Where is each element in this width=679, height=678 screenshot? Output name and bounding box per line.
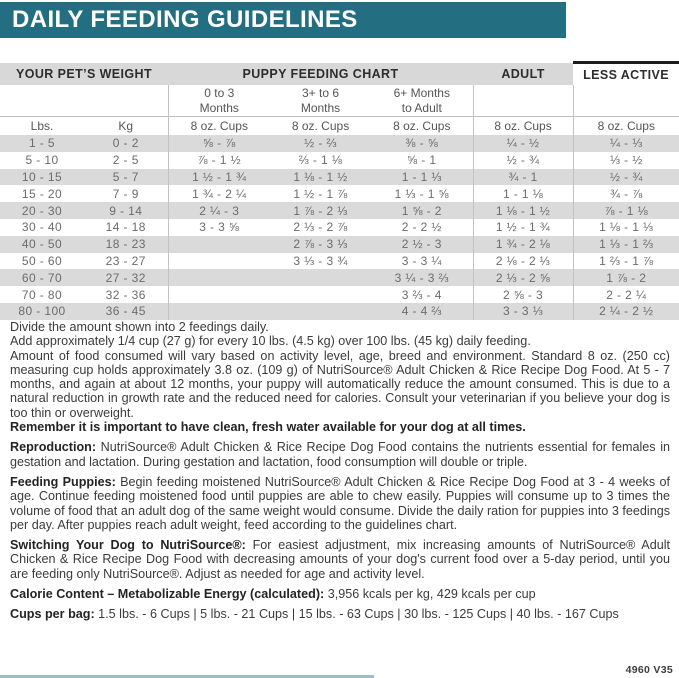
intro-body: Amount of food consumed will vary based on activity level, age, breed and environment. Standard 8 oz. (250 cc) measuring cup holds approximately 3.8 oz. (109 g) of NutriSource® Adult Chicken & Rice Recipe Dog Food. At 5 - 7 months, and again at about 12 months, your puppy will automatically reduce the amount consumed. This is due to a natural reduction in growth rate and the reduced need for calories. Consult your veterinarian if you believe your dog is too thin or overweight. bbox=[10, 348, 670, 420]
title-banner bbox=[0, 2, 566, 38]
column-header-weight: YOUR PET’S WEIGHT bbox=[0, 63, 168, 86]
column-header-puppy-chart: PUPPY FEEDING CHART bbox=[168, 63, 473, 86]
feeding-value-cell: 3 - 3 ¼ bbox=[401, 253, 442, 268]
feeding-value-cell: ½ - ¾ bbox=[573, 169, 679, 186]
table-row bbox=[0, 219, 679, 236]
feeding-value-cell: 1 ½ - 1 ¾ bbox=[168, 169, 270, 186]
feeding-value-cell: 2 ¼ - 2 ½ bbox=[573, 303, 679, 320]
feeding-value-cell: ¼ - ½ bbox=[473, 135, 573, 152]
feeding-value-cell bbox=[270, 286, 371, 303]
cups-per-bag-values: 1.5 lbs. - 6 Cups | 5 lbs. - 21 Cups | 15 lbs. - 63 Cups | 30 lbs. - 125 Cups | 40 lbs. - 167 Cups bbox=[94, 607, 619, 622]
feeding-value-cell bbox=[270, 303, 371, 320]
weight-kg-cell: 23 - 27 bbox=[105, 253, 146, 268]
feeding-value-cell: ⅝ - ⅞ bbox=[168, 135, 270, 152]
feeding-value-cell: 1 ½ - 1 ⅞ bbox=[293, 186, 348, 201]
feeding-value-cell bbox=[168, 303, 270, 320]
feeding-puppies-text: Begin feeding moistened NutriSource® Adult Chicken & Rice Recipe Dog Food at 3 - 4 weeks of age. Continue feeding moistened food until puppies are able to chew easily. Puppies will consume up to 3 times the volume of food that an adult dog of the same weight would consume. Divide the daily ration for puppies into 3 feedings per day. After puppies reach adult weight, feed according to the guidelines chart. bbox=[10, 474, 670, 532]
feeding-value-cell bbox=[168, 286, 270, 303]
feeding-value-cell: 3 ¼ - 3 ⅔ bbox=[394, 270, 449, 285]
weight-lbs-cell: 1 - 5 bbox=[28, 136, 55, 151]
table-row bbox=[0, 286, 679, 303]
weight-kg-cell: 2 - 5 bbox=[112, 153, 139, 168]
feeding-value-cell: 2 - 2 ¼ bbox=[573, 286, 679, 303]
feeding-value-cell: 1 ⅛ - 1 ⅓ bbox=[573, 219, 679, 236]
weight-kg-cell: 0 - 2 bbox=[112, 136, 139, 151]
feeding-value-cell: 2 ½ - 3 bbox=[401, 237, 442, 252]
feeding-value-cell bbox=[168, 236, 270, 253]
unit-cups: 8 oz. Cups bbox=[270, 117, 371, 136]
weight-lbs-cell: 80 - 100 bbox=[18, 304, 66, 319]
empty-cell bbox=[0, 85, 168, 117]
feeding-puppies-label: Feeding Puppies: bbox=[10, 474, 116, 489]
intro-paragraph bbox=[10, 320, 670, 434]
table-row bbox=[0, 185, 679, 202]
feeding-value-cell bbox=[270, 269, 371, 286]
table-row bbox=[0, 303, 679, 320]
feeding-value-cell: ⅞ - 1 ½ bbox=[168, 152, 270, 169]
intro-line-2: Add approximately 1/4 cup (27 g) for every 10 lbs. (4.5 kg) over 100 lbs. (45 kg) daily feeding. bbox=[10, 334, 531, 349]
feeding-value-cell: 1 ½ - 1 ¾ bbox=[473, 219, 573, 236]
feeding-value-cell: 1 ⅝ - 2 bbox=[401, 203, 442, 218]
weight-lbs-cell: 50 - 60 bbox=[21, 253, 63, 268]
weight-kg-cell: 9 - 14 bbox=[109, 203, 143, 218]
feeding-value-cell: 2 ⅝ - 3 bbox=[473, 286, 573, 303]
weight-kg-cell: 32 - 36 bbox=[105, 287, 146, 302]
feeding-value-cell: 2 ¼ - 3 bbox=[168, 202, 270, 219]
feeding-value-cell: 1 ¾ - 2 ¼ bbox=[168, 185, 270, 202]
document-code: 4960 V35 bbox=[625, 664, 673, 676]
feeding-value-cell: 1 - 1 ⅓ bbox=[401, 169, 442, 184]
page-title: DAILY FEEDING GUIDELINES bbox=[12, 6, 358, 33]
reproduction-text: NutriSource® Adult Chicken & Rice Recipe Dog Food contains the nutrients essential for females in gestation and lactation. During gestation and lactation, food consumption will double or triple. bbox=[10, 440, 670, 469]
weight-kg-cell: 36 - 45 bbox=[105, 304, 146, 319]
weight-lbs-cell: 10 - 15 bbox=[21, 169, 63, 184]
unit-cups: 8 oz. Cups bbox=[168, 117, 270, 136]
column-header-less-active: LESS ACTIVE bbox=[573, 63, 679, 86]
reproduction-label: Reproduction: bbox=[10, 440, 97, 455]
feeding-value-cell: 1 ⅓ - 1 ⅔ bbox=[573, 236, 679, 253]
feeding-value-cell: 1 ⅔ - 1 ⅞ bbox=[573, 253, 679, 270]
units-row bbox=[0, 117, 679, 136]
group-header-row bbox=[0, 63, 679, 86]
feeding-value-cell: 2 ⅓ - 2 ⅝ bbox=[473, 269, 573, 286]
weight-kg-cell: 18 - 23 bbox=[105, 237, 146, 252]
feeding-value-cell: 1 - 1 ⅛ bbox=[473, 185, 573, 202]
fresh-water-note: Remember it is important to have clean, fresh water available for your dog at all times. bbox=[10, 420, 526, 435]
switching-paragraph bbox=[10, 538, 670, 581]
weight-lbs-cell: 15 - 20 bbox=[21, 186, 63, 201]
feeding-value-cell: ¾ - ⅞ bbox=[573, 185, 679, 202]
feeding-value-cell bbox=[168, 269, 270, 286]
unit-cups: 8 oz. Cups bbox=[473, 117, 573, 136]
empty-cell bbox=[473, 85, 573, 117]
intro-line-1: Divide the amount shown into 2 feedings daily. bbox=[10, 320, 269, 334]
weight-kg-cell: 14 - 18 bbox=[105, 220, 146, 235]
subheader-label: 0 to 3 Months bbox=[199, 86, 239, 115]
table-row bbox=[0, 152, 679, 169]
feeding-value-cell: 1 ¾ - 2 ⅛ bbox=[473, 236, 573, 253]
calorie-content-paragraph bbox=[10, 587, 670, 601]
reproduction-paragraph bbox=[10, 440, 670, 469]
feeding-value-cell: ⅝ - 1 bbox=[407, 153, 437, 168]
table-row bbox=[0, 269, 679, 286]
weight-kg-cell: 5 - 7 bbox=[112, 169, 139, 184]
feeding-value-cell: 4 - 4 ⅔ bbox=[401, 304, 442, 319]
column-header-adult: ADULT bbox=[473, 63, 573, 86]
feeding-value-cell: 2 ⅛ - 2 ⅓ bbox=[473, 253, 573, 270]
feeding-value-cell: ¾ - 1 bbox=[473, 169, 573, 186]
empty-cell bbox=[573, 85, 679, 117]
feeding-value-cell: 1 ⅞ - 2 bbox=[573, 269, 679, 286]
feeding-value-cell: ⅓ - ½ bbox=[573, 152, 679, 169]
feeding-value-cell: ½ - ¾ bbox=[473, 152, 573, 169]
body-text bbox=[10, 320, 670, 628]
feeding-puppies-paragraph bbox=[10, 475, 670, 532]
feeding-table-container bbox=[0, 61, 679, 320]
unit-kg: Kg bbox=[84, 117, 168, 136]
weight-lbs-cell: 20 - 30 bbox=[21, 203, 63, 218]
feeding-value-cell: 3 ⅔ - 4 bbox=[401, 287, 442, 302]
weight-lbs-cell: 30 - 40 bbox=[21, 220, 63, 235]
weight-kg-cell: 7 - 9 bbox=[112, 186, 139, 201]
weight-lbs-cell: 70 - 80 bbox=[21, 287, 63, 302]
feeding-value-cell: ¼ - ⅓ bbox=[573, 135, 679, 152]
feeding-value-cell: ⅞ - 1 ⅛ bbox=[573, 202, 679, 219]
switching-text: For easiest adjustment, mix increasing amounts of NutriSource® Adult Chicken & Rice Recipe Dog Food with decreasing amounts of your dog's current food over a 5-day period, until you are feeding only NutriSource®. Adjust as needed for age and activity level. bbox=[10, 538, 671, 581]
unit-lbs: Lbs. bbox=[0, 117, 84, 136]
subheader-label: 3+ to 6 Months bbox=[300, 86, 341, 115]
feeding-value-cell: 2 ⅓ - 2 ⅞ bbox=[293, 220, 348, 235]
table-row bbox=[0, 202, 679, 219]
table-row bbox=[0, 253, 679, 270]
feeding-value-cell bbox=[168, 253, 270, 270]
feeding-table bbox=[0, 61, 679, 320]
month-subheader-row bbox=[0, 85, 679, 117]
subheader-6-months-adult bbox=[371, 85, 473, 117]
feeding-value-cell: 2 ⅞ - 3 ⅓ bbox=[293, 237, 348, 252]
feeding-value-cell: ⅜ - ⅝ bbox=[405, 136, 439, 151]
feeding-value-cell: 3 - 3 ⅓ bbox=[473, 303, 573, 320]
feeding-value-cell: 1 ⅛ - 1 ½ bbox=[293, 169, 348, 184]
subheader-0-3-months bbox=[168, 85, 270, 117]
unit-cups: 8 oz. Cups bbox=[573, 117, 679, 136]
feeding-value-cell: 1 ⅛ - 1 ½ bbox=[473, 202, 573, 219]
weight-lbs-cell: 40 - 50 bbox=[21, 237, 63, 252]
weight-lbs-cell: 5 - 10 bbox=[25, 153, 59, 168]
table-row bbox=[0, 169, 679, 186]
weight-kg-cell: 27 - 32 bbox=[105, 270, 146, 285]
calorie-content-value: 3,956 kcals per kg, 429 kcals per cup bbox=[324, 587, 536, 602]
feeding-value-cell: 2 - 2 ½ bbox=[401, 220, 442, 235]
unit-cups: 8 oz. Cups bbox=[371, 117, 473, 136]
feeding-value-cell: 3 - 3 ⅝ bbox=[168, 219, 270, 236]
table-row bbox=[0, 236, 679, 253]
switching-label: Switching Your Dog to NutriSource®: bbox=[10, 538, 246, 553]
calorie-content-label: Calorie Content – Metabolizable Energy (calculated): bbox=[10, 587, 325, 602]
feeding-value-cell: ⅔ - 1 ⅛ bbox=[298, 153, 343, 168]
feeding-value-cell: ½ - ⅔ bbox=[304, 136, 337, 151]
feeding-value-cell: 3 ⅓ - 3 ¾ bbox=[293, 253, 348, 268]
subheader-label: 6+ Months to Adult bbox=[393, 86, 450, 115]
subheader-3-6-months bbox=[270, 85, 371, 117]
table-row bbox=[0, 135, 679, 152]
feeding-value-cell: 1 ⅞ - 2 ⅓ bbox=[293, 203, 348, 218]
cups-per-bag-label: Cups per bag: bbox=[10, 607, 95, 622]
cups-per-bag-paragraph bbox=[10, 607, 670, 621]
feeding-value-cell: 1 ⅓ - 1 ⅝ bbox=[394, 186, 449, 201]
weight-lbs-cell: 60 - 70 bbox=[21, 270, 63, 285]
